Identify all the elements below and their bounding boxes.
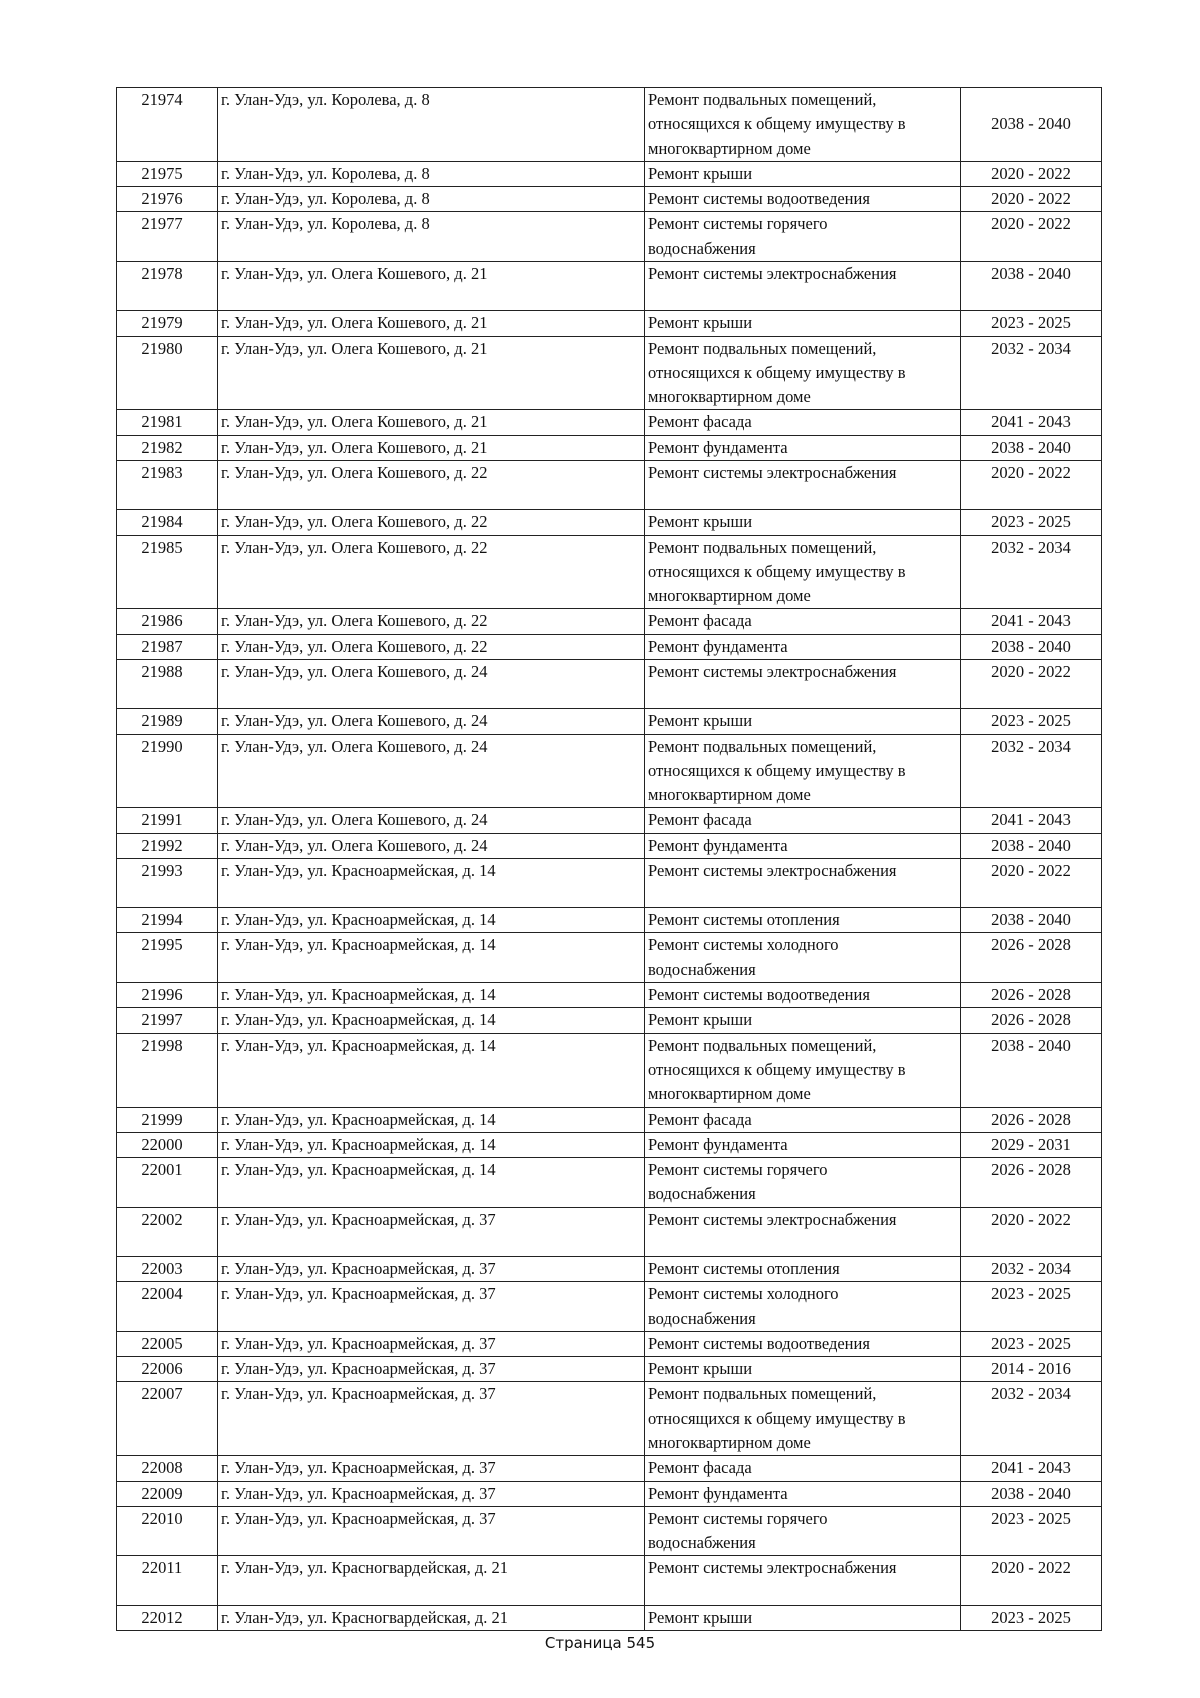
period-cell: 2038 - 2040 <box>961 435 1102 460</box>
period-cell: 2014 - 2016 <box>961 1357 1102 1382</box>
period-cell: 2023 - 2025 <box>961 1331 1102 1356</box>
row-number-cell: 21982 <box>117 435 218 460</box>
work-type-cell: Ремонт системы электроснабжения <box>645 858 961 907</box>
row-number-cell: 21990 <box>117 734 218 808</box>
table-row <box>117 1033 1102 1107</box>
table-row <box>117 983 1102 1008</box>
work-type-cell: Ремонт фасада <box>645 609 961 634</box>
address-cell: г. Улан-Удэ, ул. Красноармейская, д. 37 <box>218 1256 645 1281</box>
row-number-cell: 21985 <box>117 535 218 609</box>
period-cell: 2020 - 2022 <box>961 660 1102 709</box>
address-cell: г. Улан-Удэ, ул. Красноармейская, д. 14 <box>218 858 645 907</box>
address-cell: г. Улан-Удэ, ул. Олега Кошевого, д. 22 <box>218 609 645 634</box>
address-cell: г. Улан-Удэ, ул. Красноармейская, д. 37 <box>218 1382 645 1456</box>
row-number-cell: 21986 <box>117 609 218 634</box>
table-row <box>117 510 1102 535</box>
address-cell: г. Улан-Удэ, ул. Олега Кошевого, д. 22 <box>218 535 645 609</box>
row-number-cell: 21997 <box>117 1008 218 1033</box>
address-cell: г. Улан-Удэ, ул. Красноармейская, д. 14 <box>218 1033 645 1107</box>
table-row <box>117 609 1102 634</box>
row-number-cell: 22000 <box>117 1132 218 1157</box>
row-number-cell: 21977 <box>117 212 218 262</box>
address-cell: г. Улан-Удэ, ул. Олега Кошевого, д. 22 <box>218 461 645 510</box>
table-row <box>117 833 1102 858</box>
table-row <box>117 1282 1102 1332</box>
table-row <box>117 88 1102 162</box>
table-row <box>117 808 1102 833</box>
work-type-cell: Ремонт крыши <box>645 1357 961 1382</box>
period-cell: 2020 - 2022 <box>961 1207 1102 1256</box>
period-cell: 2023 - 2025 <box>961 311 1102 336</box>
address-cell: г. Улан-Удэ, ул. Королева, д. 8 <box>218 88 645 162</box>
row-number-cell: 21993 <box>117 858 218 907</box>
work-type-cell: Ремонт крыши <box>645 311 961 336</box>
period-cell: 2023 - 2025 <box>961 510 1102 535</box>
work-type-cell: Ремонт системы электроснабжения <box>645 1556 961 1605</box>
address-cell: г. Улан-Удэ, ул. Красноармейская, д. 14 <box>218 908 645 933</box>
table-row <box>117 1256 1102 1281</box>
table-row <box>117 933 1102 983</box>
work-type-cell: Ремонт системы электроснабжения <box>645 262 961 311</box>
work-type-cell: Ремонт системы горячего водоснабжения <box>645 1506 961 1556</box>
work-type-cell: Ремонт подвальных помещений, относящихся к общему имуществу в многоквартирном доме <box>645 535 961 609</box>
table-row <box>117 1605 1102 1630</box>
work-type-cell: Ремонт подвальных помещений, относящихся к общему имуществу в многоквартирном доме <box>645 734 961 808</box>
table-row <box>117 1481 1102 1506</box>
table-row <box>117 1456 1102 1481</box>
period-cell: 2038 - 2040 <box>961 88 1102 162</box>
address-cell: г. Улан-Удэ, ул. Красноармейская, д. 14 <box>218 1008 645 1033</box>
row-number-cell: 22005 <box>117 1331 218 1356</box>
work-type-cell: Ремонт фундамента <box>645 833 961 858</box>
address-cell: г. Улан-Удэ, ул. Олега Кошевого, д. 24 <box>218 808 645 833</box>
address-cell: г. Улан-Удэ, ул. Олега Кошевого, д. 22 <box>218 510 645 535</box>
period-cell: 2032 - 2034 <box>961 535 1102 609</box>
address-cell: г. Улан-Удэ, ул. Красноармейская, д. 37 <box>218 1456 645 1481</box>
address-cell: г. Улан-Удэ, ул. Королева, д. 8 <box>218 212 645 262</box>
period-cell: 2032 - 2034 <box>961 734 1102 808</box>
table-row <box>117 1382 1102 1456</box>
address-cell: г. Улан-Удэ, ул. Красноармейская, д. 37 <box>218 1331 645 1356</box>
address-cell: г. Улан-Удэ, ул. Олега Кошевого, д. 24 <box>218 734 645 808</box>
work-type-cell: Ремонт фундамента <box>645 1132 961 1157</box>
work-type-cell: Ремонт фасада <box>645 1456 961 1481</box>
work-type-cell: Ремонт системы холодного водоснабжения <box>645 1282 961 1332</box>
period-cell: 2029 - 2031 <box>961 1132 1102 1157</box>
row-number-cell: 21991 <box>117 808 218 833</box>
address-cell: г. Улан-Удэ, ул. Красноармейская, д. 14 <box>218 1132 645 1157</box>
period-cell: 2038 - 2040 <box>961 1033 1102 1107</box>
table-row <box>117 1357 1102 1382</box>
row-number-cell: 21998 <box>117 1033 218 1107</box>
work-type-cell: Ремонт фундамента <box>645 435 961 460</box>
address-cell: г. Улан-Удэ, ул. Красноармейская, д. 14 <box>218 1158 645 1208</box>
table-row <box>117 1207 1102 1256</box>
page-number: Страница 545 <box>544 1634 656 1652</box>
address-cell: г. Улан-Удэ, ул. Олега Кошевого, д. 24 <box>218 709 645 734</box>
period-cell: 2020 - 2022 <box>961 161 1102 186</box>
period-cell: 2038 - 2040 <box>961 634 1102 659</box>
period-cell: 2020 - 2022 <box>961 187 1102 212</box>
row-number-cell: 21981 <box>117 410 218 435</box>
period-cell: 2038 - 2040 <box>961 262 1102 311</box>
row-number-cell: 21979 <box>117 311 218 336</box>
period-cell: 2041 - 2043 <box>961 808 1102 833</box>
row-number-cell: 21976 <box>117 187 218 212</box>
row-number-cell: 21975 <box>117 161 218 186</box>
address-cell: г. Улан-Удэ, ул. Олега Кошевого, д. 21 <box>218 262 645 311</box>
period-cell: 2023 - 2025 <box>961 709 1102 734</box>
address-cell: г. Улан-Удэ, ул. Красноармейская, д. 37 <box>218 1481 645 1506</box>
work-type-cell: Ремонт фундамента <box>645 1481 961 1506</box>
table-row <box>117 212 1102 262</box>
row-number-cell: 21974 <box>117 88 218 162</box>
period-cell: 2032 - 2034 <box>961 336 1102 410</box>
period-cell: 2032 - 2034 <box>961 1256 1102 1281</box>
row-number-cell: 21996 <box>117 983 218 1008</box>
table-row <box>117 908 1102 933</box>
table-row <box>117 634 1102 659</box>
work-type-cell: Ремонт подвальных помещений, относящихся к общему имуществу в многоквартирном доме <box>645 1033 961 1107</box>
work-type-cell: Ремонт крыши <box>645 1008 961 1033</box>
period-cell: 2020 - 2022 <box>961 461 1102 510</box>
table-row <box>117 1158 1102 1208</box>
work-type-cell: Ремонт фундамента <box>645 634 961 659</box>
table-row <box>117 1008 1102 1033</box>
work-type-cell: Ремонт системы отопления <box>645 908 961 933</box>
address-cell: г. Улан-Удэ, ул. Олега Кошевого, д. 21 <box>218 410 645 435</box>
table-row <box>117 734 1102 808</box>
work-type-cell: Ремонт фасада <box>645 808 961 833</box>
table-row <box>117 858 1102 907</box>
address-cell: г. Улан-Удэ, ул. Олега Кошевого, д. 21 <box>218 311 645 336</box>
period-cell: 2026 - 2028 <box>961 1008 1102 1033</box>
work-type-cell: Ремонт крыши <box>645 709 961 734</box>
table-row <box>117 262 1102 311</box>
period-cell: 2026 - 2028 <box>961 1158 1102 1208</box>
address-cell: г. Улан-Удэ, ул. Красногвардейская, д. 21 <box>218 1605 645 1630</box>
table-row <box>117 1331 1102 1356</box>
work-type-cell: Ремонт подвальных помещений, относящихся к общему имуществу в многоквартирном доме <box>645 336 961 410</box>
work-type-cell: Ремонт крыши <box>645 1605 961 1630</box>
period-cell: 2026 - 2028 <box>961 1107 1102 1132</box>
address-cell: г. Улан-Удэ, ул. Красноармейская, д. 37 <box>218 1506 645 1556</box>
row-number-cell: 21999 <box>117 1107 218 1132</box>
row-number-cell: 22003 <box>117 1256 218 1281</box>
work-type-cell: Ремонт системы электроснабжения <box>645 660 961 709</box>
period-cell: 2023 - 2025 <box>961 1506 1102 1556</box>
address-cell: г. Улан-Удэ, ул. Олега Кошевого, д. 21 <box>218 336 645 410</box>
period-cell: 2038 - 2040 <box>961 833 1102 858</box>
address-cell: г. Улан-Удэ, ул. Королева, д. 8 <box>218 161 645 186</box>
address-cell: г. Улан-Удэ, ул. Олега Кошевого, д. 22 <box>218 634 645 659</box>
table-row <box>117 1506 1102 1556</box>
table-row <box>117 535 1102 609</box>
work-type-cell: Ремонт системы горячего водоснабжения <box>645 1158 961 1208</box>
table-row <box>117 435 1102 460</box>
work-type-cell: Ремонт системы холодного водоснабжения <box>645 933 961 983</box>
address-cell: г. Улан-Удэ, ул. Красногвардейская, д. 21 <box>218 1556 645 1605</box>
row-number-cell: 22006 <box>117 1357 218 1382</box>
row-number-cell: 21989 <box>117 709 218 734</box>
row-number-cell: 21995 <box>117 933 218 983</box>
row-number-cell: 21984 <box>117 510 218 535</box>
work-type-cell: Ремонт крыши <box>645 510 961 535</box>
work-type-cell: Ремонт крыши <box>645 161 961 186</box>
period-cell: 2041 - 2043 <box>961 609 1102 634</box>
period-cell: 2041 - 2043 <box>961 410 1102 435</box>
period-cell: 2026 - 2028 <box>961 983 1102 1008</box>
address-cell: г. Улан-Удэ, ул. Красноармейская, д. 37 <box>218 1207 645 1256</box>
row-number-cell: 21980 <box>117 336 218 410</box>
document-page <box>116 87 1101 1631</box>
period-cell: 2041 - 2043 <box>961 1456 1102 1481</box>
row-number-cell: 21988 <box>117 660 218 709</box>
table-row <box>117 660 1102 709</box>
row-number-cell: 22002 <box>117 1207 218 1256</box>
period-cell: 2020 - 2022 <box>961 858 1102 907</box>
address-cell: г. Улан-Удэ, ул. Олега Кошевого, д. 24 <box>218 833 645 858</box>
row-number-cell: 22010 <box>117 1506 218 1556</box>
row-number-cell: 22011 <box>117 1556 218 1605</box>
period-cell: 2038 - 2040 <box>961 1481 1102 1506</box>
work-type-cell: Ремонт системы водоотведения <box>645 1331 961 1356</box>
period-cell: 2023 - 2025 <box>961 1282 1102 1332</box>
table-body <box>117 88 1102 1631</box>
row-number-cell: 22007 <box>117 1382 218 1456</box>
table-row <box>117 461 1102 510</box>
period-cell: 2020 - 2022 <box>961 1556 1102 1605</box>
address-cell: г. Улан-Удэ, ул. Красноармейская, д. 14 <box>218 983 645 1008</box>
work-type-cell: Ремонт системы электроснабжения <box>645 1207 961 1256</box>
row-number-cell: 22012 <box>117 1605 218 1630</box>
period-cell: 2038 - 2040 <box>961 908 1102 933</box>
capital-repair-table <box>116 87 1102 1631</box>
work-type-cell: Ремонт системы водоотведения <box>645 983 961 1008</box>
address-cell: г. Улан-Удэ, ул. Красноармейская, д. 37 <box>218 1282 645 1332</box>
work-type-cell: Ремонт подвальных помещений, относящихся к общему имуществу в многоквартирном доме <box>645 1382 961 1456</box>
work-type-cell: Ремонт фасада <box>645 410 961 435</box>
row-number-cell: 21978 <box>117 262 218 311</box>
period-cell: 2023 - 2025 <box>961 1605 1102 1630</box>
work-type-cell: Ремонт системы отопления <box>645 1256 961 1281</box>
period-cell: 2020 - 2022 <box>961 212 1102 262</box>
table-row <box>117 1556 1102 1605</box>
row-number-cell: 22001 <box>117 1158 218 1208</box>
row-number-cell: 21983 <box>117 461 218 510</box>
address-cell: г. Улан-Удэ, ул. Красноармейская, д. 14 <box>218 933 645 983</box>
address-cell: г. Улан-Удэ, ул. Олега Кошевого, д. 24 <box>218 660 645 709</box>
table-row <box>117 410 1102 435</box>
row-number-cell: 21992 <box>117 833 218 858</box>
table-row <box>117 709 1102 734</box>
row-number-cell: 22008 <box>117 1456 218 1481</box>
row-number-cell: 22004 <box>117 1282 218 1332</box>
address-cell: г. Улан-Удэ, ул. Красноармейская, д. 37 <box>218 1357 645 1382</box>
period-cell: 2026 - 2028 <box>961 933 1102 983</box>
work-type-cell: Ремонт фасада <box>645 1107 961 1132</box>
table-row <box>117 161 1102 186</box>
work-type-cell: Ремонт системы горячего водоснабжения <box>645 212 961 262</box>
table-row <box>117 187 1102 212</box>
table-row <box>117 1107 1102 1132</box>
table-row <box>117 311 1102 336</box>
address-cell: г. Улан-Удэ, ул. Королева, д. 8 <box>218 187 645 212</box>
address-cell: г. Улан-Удэ, ул. Красноармейская, д. 14 <box>218 1107 645 1132</box>
table-row <box>117 336 1102 410</box>
work-type-cell: Ремонт системы электроснабжения <box>645 461 961 510</box>
row-number-cell: 22009 <box>117 1481 218 1506</box>
row-number-cell: 21987 <box>117 634 218 659</box>
row-number-cell: 21994 <box>117 908 218 933</box>
table-row <box>117 1132 1102 1157</box>
period-cell: 2032 - 2034 <box>961 1382 1102 1456</box>
work-type-cell: Ремонт подвальных помещений, относящихся к общему имуществу в многоквартирном доме <box>645 88 961 162</box>
address-cell: г. Улан-Удэ, ул. Олега Кошевого, д. 21 <box>218 435 645 460</box>
work-type-cell: Ремонт системы водоотведения <box>645 187 961 212</box>
